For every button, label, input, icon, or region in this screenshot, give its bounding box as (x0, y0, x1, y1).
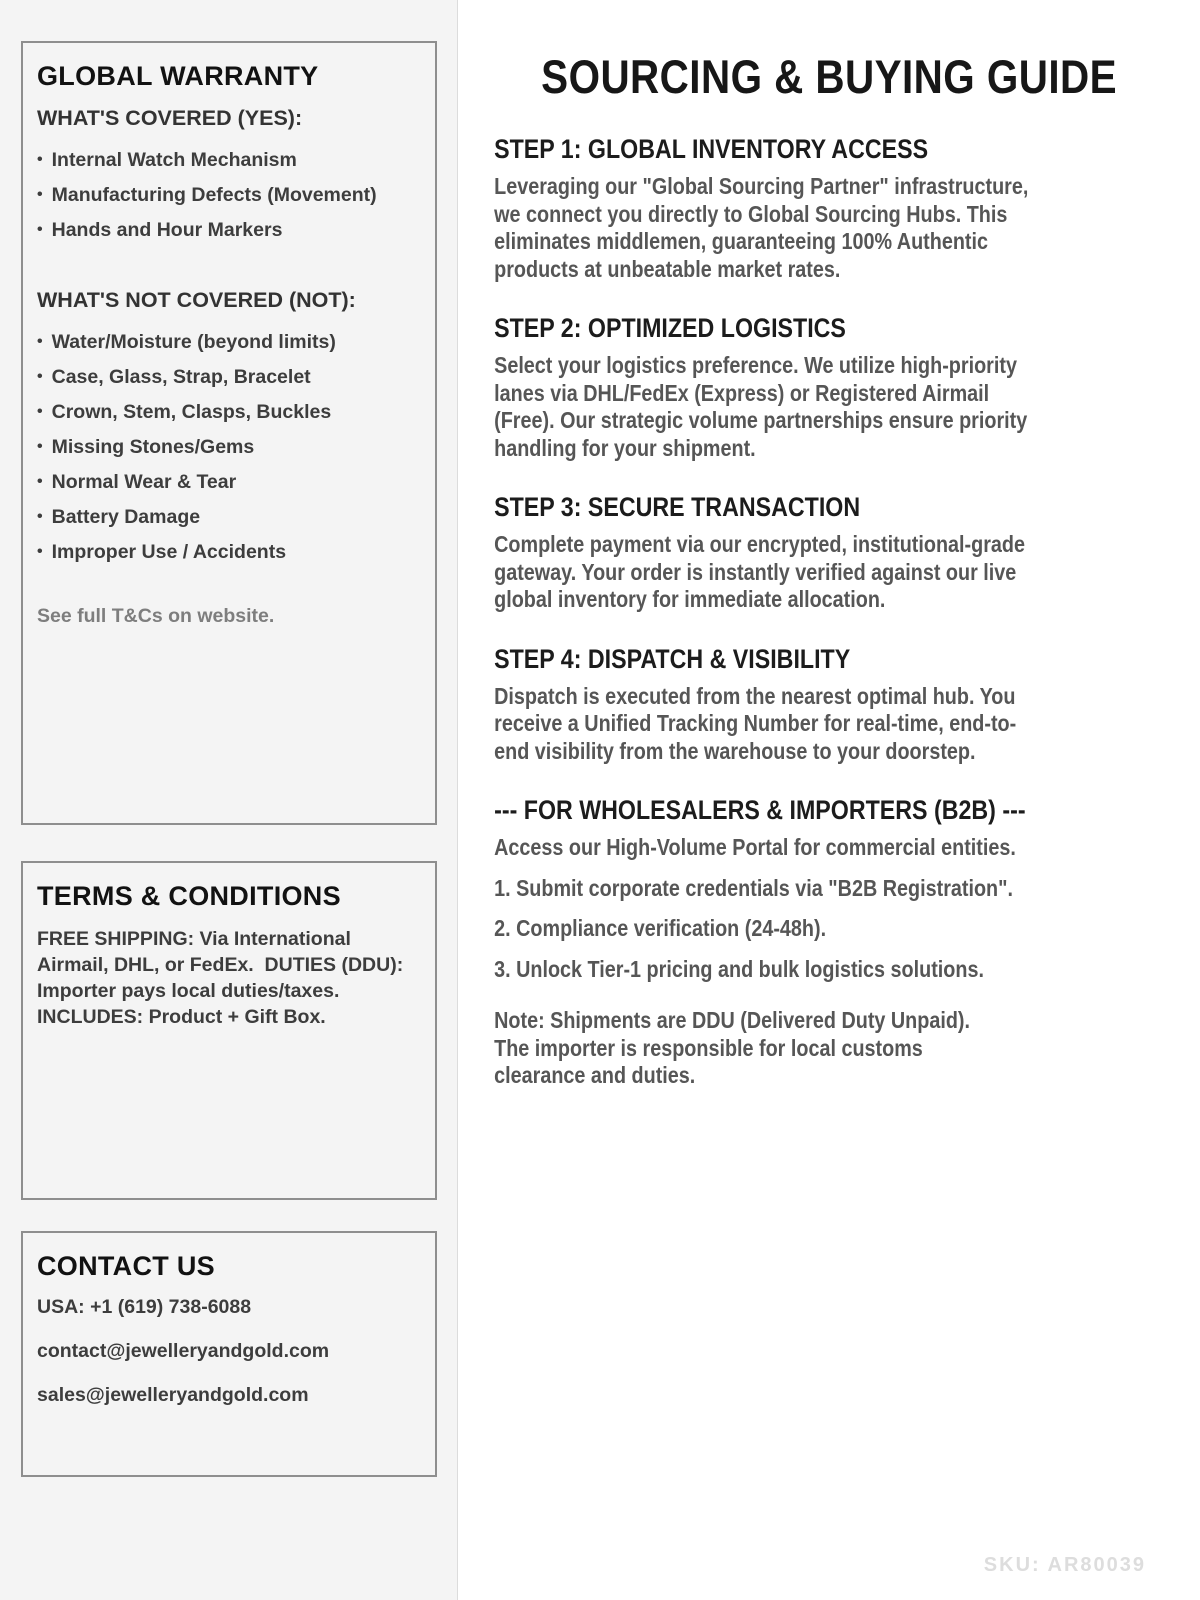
list-item (37, 506, 421, 528)
list-item (37, 331, 421, 353)
covered-subtitle: WHAT'S COVERED (YES): (37, 106, 303, 130)
terms-body: FREE SHIPPING: Via International Airmail, DHL, or FedEx. DUTIES (DDU): Importer pays local duties/taxes. INCLUDES: Product + Gift Box. (37, 928, 409, 1028)
step-section-2 (494, 313, 1164, 462)
bullet-icon: • (37, 221, 43, 238)
bullet-icon: • (37, 368, 43, 385)
list-item (37, 541, 421, 563)
not-covered-item: Battery Damage (51, 506, 201, 528)
sidebar (0, 0, 458, 1600)
contact-email-primary: contact@jewelleryandgold.com (37, 1340, 330, 1362)
b2b-item-3: 3. Unlock Tier-1 pricing and bulk logistics solutions. (494, 955, 984, 982)
list-item (37, 366, 421, 388)
warranty-footnote: See full T&Cs on website. (37, 605, 275, 627)
bullet-icon: • (37, 333, 43, 350)
bullet-icon: • (37, 403, 43, 420)
step-4-heading: STEP 4: DISPATCH & VISIBILITY (494, 643, 851, 674)
step-1-heading: STEP 1: GLOBAL INVENTORY ACCESS (494, 134, 929, 164)
b2b-intro: Access our High-Volume Portal for commercial entities. (494, 834, 1016, 860)
list-item (37, 149, 421, 171)
list-item (37, 401, 421, 423)
terms-panel (21, 861, 437, 1200)
covered-item: Manufacturing Defects (Movement) (51, 184, 377, 206)
not-covered-item: Crown, Stem, Clasps, Buckles (51, 401, 332, 423)
not-covered-item: Missing Stones/Gems (51, 436, 255, 458)
not-covered-item: Improper Use / Accidents (51, 541, 287, 563)
step-section-3 (494, 492, 1164, 614)
contact-panel (21, 1231, 437, 1477)
step-1-body: Leveraging our "Global Sourcing Partner" infrastructure, we connect you directly to Global Sourcing Hubs. This eliminates middlemen, guaranteeing 100% Authentic products at unbeatable market rates. (494, 173, 1029, 282)
step-3-heading: STEP 3: SECURE TRANSACTION (494, 492, 861, 522)
step-4-body: Dispatch is executed from the nearest optimal hub. You receive a Unified Tracking Number for real-time, end-to-end visibility from the warehouse to your doorstep. (494, 682, 1017, 764)
contact-email-sales: sales@jewelleryandgold.com (37, 1384, 309, 1406)
main-content (458, 0, 1200, 1600)
bullet-icon: • (37, 186, 43, 203)
step-section-4 (494, 644, 1164, 766)
step-2-heading: STEP 2: OPTIMIZED LOGISTICS (494, 313, 846, 343)
guide-body (458, 50, 1200, 1090)
b2b-note: Note: Shipments are DDU (Delivered Duty Unpaid). The importer is responsible for local customs clearance and duties. (494, 1007, 971, 1088)
global-warranty-panel (21, 41, 437, 825)
contact-title: CONTACT US (37, 1251, 215, 1281)
b2b-section (494, 795, 1164, 1090)
step-section-1 (494, 134, 1164, 283)
sku-label: SKU: AR80039 (983, 1554, 1146, 1576)
covered-item: Internal Watch Mechanism (51, 149, 297, 171)
list-item (37, 219, 421, 241)
bullet-icon: • (37, 151, 43, 168)
not-covered-item: Case, Glass, Strap, Bracelet (51, 366, 311, 388)
b2b-heading: --- FOR WHOLESALERS & IMPORTERS (B2B) --- (494, 795, 1026, 825)
warranty-title: GLOBAL WARRANTY (37, 61, 319, 91)
not-covered-item: Water/Moisture (beyond limits) (51, 331, 336, 353)
contact-phone: USA: +1 (619) 738-6088 (37, 1296, 252, 1318)
spacer (37, 254, 421, 282)
bullet-icon: • (37, 473, 43, 490)
list-item (37, 184, 421, 206)
list-item (37, 436, 421, 458)
b2b-item-2: 2. Compliance verification (24-48h). (494, 915, 827, 941)
bullet-icon: • (37, 508, 43, 525)
not-covered-item: Normal Wear & Tear (51, 471, 237, 493)
step-2-body: Select your logistics preference. We utilize high-priority lanes via DHL/FedEx (Express) or Registered Airmail (Free). Our strategic volume partnerships ensure priority handling for your shipment. (494, 352, 1028, 461)
page-title: SOURCING & BUYING GUIDE (541, 50, 1117, 103)
bullet-icon: • (37, 543, 43, 560)
b2b-item-1: 1. Submit corporate credentials via "B2B Registration". (494, 874, 1014, 901)
list-item (37, 471, 421, 493)
not-covered-subtitle: WHAT'S NOT COVERED (NOT): (37, 288, 356, 312)
bullet-icon: • (37, 438, 43, 455)
step-3-body: Complete payment via our encrypted, institutional-grade gateway. Your order is instantly verified against our live global inventory for immediate allocation. (494, 531, 1025, 612)
covered-item: Hands and Hour Markers (51, 219, 283, 241)
terms-title: TERMS & CONDITIONS (37, 881, 341, 911)
